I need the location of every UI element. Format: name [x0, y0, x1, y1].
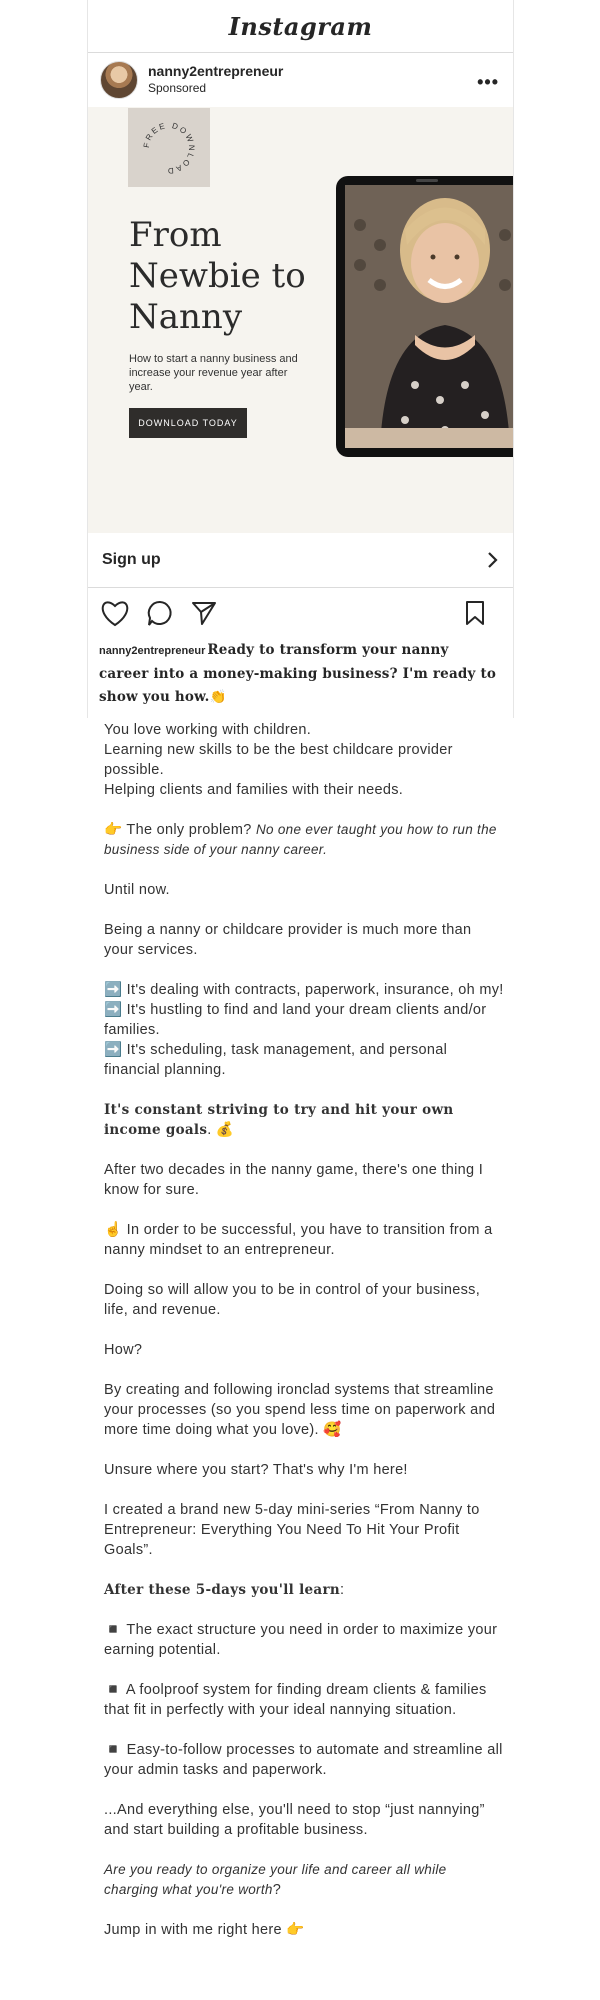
bullet-item: ◾ A foolproof system for finding dream clients & families that fit in perfectly with your ideal nannying situation. [104, 1682, 487, 1718]
paragraph: Doing so will allow you to be in control of your business, life, and revenue. [104, 1282, 481, 1318]
paragraph: After two decades in the nanny game, there's one thing I know for sure. [104, 1162, 484, 1198]
more-options-icon[interactable]: ••• [477, 72, 499, 92]
list-paragraph [104, 980, 504, 1080]
caption-lead: Ready to transform your nanny career into a money-making business? I'm ready to show you how.👏 [99, 642, 497, 705]
problem-paragraph [104, 820, 504, 860]
tablet-photo [345, 185, 513, 448]
italic-text: No one ever taught you how to run the business side of your nanny career. [104, 822, 497, 857]
sign-up-cta[interactable] [88, 533, 513, 588]
bullet-item: ◾ The exact structure you need in order to maximize your earning potential. [104, 1622, 498, 1658]
bold-text: After these 5-days you'll learn [104, 1582, 340, 1598]
caption-username[interactable]: nanny2entrepreneur [99, 645, 206, 657]
paragraph: Jump in with me right here 👉 [104, 1922, 305, 1938]
paragraph [104, 1580, 504, 1600]
user-block [148, 63, 283, 97]
sponsored-label: Sponsored [148, 81, 207, 95]
paragraph: Being a nanny or childcare provider is much more than your services. [104, 922, 472, 958]
heart-icon[interactable] [100, 599, 130, 627]
instagram-logo[interactable]: Instagram [228, 11, 373, 41]
paragraph: ☝️ In order to be successful, you have to transition from a nanny mindset to an entrepreneur. [104, 1222, 493, 1258]
post-username[interactable]: nanny2entrepreneur [148, 63, 284, 79]
tablet-camera [416, 179, 438, 182]
intro-paragraph [104, 720, 504, 800]
paragraph: ...And everything else, you'll need to stop “just nannying” and start building a profitable business. [104, 1802, 485, 1838]
text-line: Helping clients and families with their needs. [104, 782, 404, 798]
text-line: ➡️ It's scheduling, task management, and personal financial planning. [104, 1042, 448, 1078]
action-bar [88, 588, 513, 638]
caption-body [104, 720, 504, 1940]
send-icon[interactable] [190, 599, 218, 627]
bookmark-icon[interactable] [465, 600, 485, 626]
badge-circle-text [137, 116, 201, 180]
text-line: 👉 The only problem? [104, 822, 252, 838]
free-download-badge [128, 108, 210, 187]
badge-text: FREE DOWNLOAD [141, 120, 197, 175]
bullet-item: ◾ Easy-to-follow processes to automate and streamline all your admin tasks and paperwork. [104, 1742, 503, 1778]
ad-image[interactable] [88, 107, 513, 533]
woman-portrait [345, 185, 513, 448]
cta-label: Sign up [102, 551, 161, 568]
text-line: ➡️ It's hustling to find and land your dream clients and/or families. [104, 1002, 487, 1038]
text-line: ? [272, 1882, 282, 1898]
svg-text:FREE DOWNLOAD [142, 120, 196, 174]
text-line: You love working with children. [104, 722, 312, 738]
instagram-post [87, 0, 514, 718]
ad-subtitle: How to start a nanny business and increase your revenue year after year. [129, 353, 298, 393]
italic-text: Are you ready to organize your life and career all while charging what you're worth [104, 1862, 447, 1897]
ad-title: From Newbie to Nanny [129, 215, 306, 337]
tablet-mockup [336, 176, 513, 457]
text-line: Learning new skills to be the best childcare provider possible. [104, 742, 453, 778]
avatar[interactable] [100, 61, 138, 99]
paragraph: Unsure where you start? That's why I'm here! [104, 1462, 408, 1478]
comment-icon[interactable] [146, 599, 174, 627]
text-line: ➡️ It's dealing with contracts, paperwork, insurance, oh my! [104, 982, 504, 998]
caption [88, 638, 513, 708]
text-line: . 💰 [207, 1122, 235, 1138]
bold-text: It's constant striving to try and hit your own income goals [104, 1102, 454, 1138]
paragraph [104, 1860, 504, 1900]
text-line: : [340, 1582, 345, 1598]
paragraph: I created a brand new 5-day mini-series “From Nanny to Entrepreneur: Everything You Need To Hit Your Profit Goals”. [104, 1502, 480, 1558]
post-header [88, 53, 513, 107]
download-today-button[interactable]: DOWNLOAD TODAY [129, 408, 247, 438]
paragraph [104, 1100, 504, 1140]
paragraph: By creating and following ironclad systems that streamline your processes (so you spend less time on paperwork and more time doing what you love). 🥰 [104, 1382, 496, 1438]
app-header [88, 0, 513, 53]
paragraph: Until now. [104, 882, 170, 898]
paragraph: How? [104, 1342, 143, 1358]
chevron-right-icon [487, 551, 499, 569]
